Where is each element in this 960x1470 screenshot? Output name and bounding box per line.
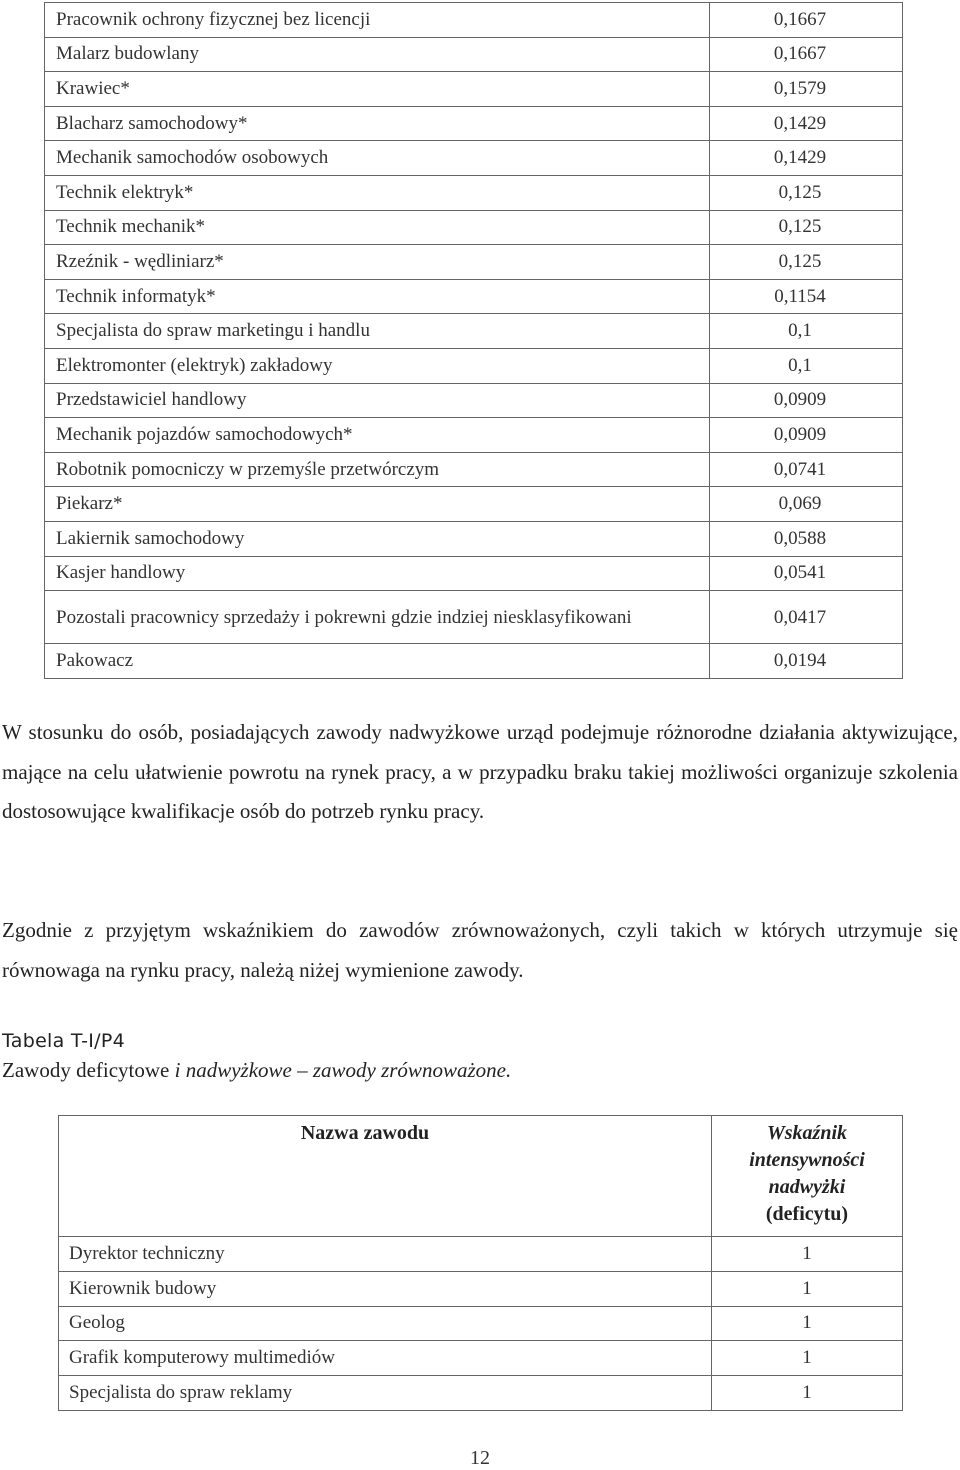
index-value-cell: 0,1 [710,348,903,383]
index-value-cell: 0,0741 [710,452,903,487]
header-index-line-3: nadwyżki [768,1176,846,1198]
page-number: 12 [470,1447,490,1469]
occupation-name-cell: Mechanik samochodów osobowych [45,141,710,176]
table-row [45,37,903,72]
table-row [45,521,903,556]
occupation-name-cell: Malarz budowlany [45,37,710,72]
table-row [59,1341,903,1376]
table-row [45,141,903,176]
index-value-cell: 0,0417 [710,591,903,644]
table-row [45,72,903,107]
occupation-name-cell: Technik informatyk* [45,279,710,314]
table-row [45,383,903,418]
table-row [45,644,903,679]
index-value-cell: 0,069 [710,487,903,522]
table-row [45,106,903,141]
table-row [45,3,903,38]
occupation-name-cell: Geolog [59,1306,712,1341]
index-value-cell: 0,125 [710,245,903,280]
occupation-name-cell: Pakowacz [45,644,710,679]
index-value-cell: 1 [712,1341,903,1376]
header-index-line-2: intensywności [749,1149,865,1171]
table-caption [2,1027,511,1085]
table-row [45,279,903,314]
header-index-line-4: (deficytu) [765,1203,849,1225]
table-row [45,175,903,210]
table-title-plain: Zawody deficytowe [2,1058,175,1082]
table-row [59,1376,903,1411]
table-row [45,418,903,453]
index-value-cell: 1 [712,1271,903,1306]
index-value-cell: 0,1667 [710,3,903,38]
column-header-index [712,1116,903,1237]
index-value-cell: 0,1 [710,314,903,349]
occupation-name-cell: Robotnik pomocniczy w przemyśle przetwórczym [45,452,710,487]
occupation-name-cell: Krawiec* [45,72,710,107]
occupation-name-cell: Technik mechanik* [45,210,710,245]
occupation-name-cell: Blacharz samochodowy* [45,106,710,141]
index-value-cell: 1 [712,1376,903,1411]
index-value-cell: 0,1579 [710,72,903,107]
index-value-cell: 0,1154 [710,279,903,314]
occupation-name-cell: Rzeźnik - wędliniarz* [45,245,710,280]
occupation-name-cell: Dyrektor techniczny [59,1237,712,1272]
index-value-cell: 0,0909 [710,418,903,453]
index-value-cell: 0,0194 [710,644,903,679]
occupation-name-cell: Specjalista do spraw reklamy [59,1376,712,1411]
table-row [45,348,903,383]
table-header-row [59,1116,903,1237]
index-value-cell: 0,125 [710,210,903,245]
table-row [45,556,903,591]
index-value-cell: 0,1429 [710,106,903,141]
index-value-cell: 0,1429 [710,141,903,176]
index-value-cell: 0,125 [710,175,903,210]
occupation-name-cell: Elektromonter (elektryk) zakładowy [45,348,710,383]
occupation-name-cell: Kierownik budowy [59,1271,712,1306]
occupation-name-cell: Specjalista do spraw marketingu i handlu [45,314,710,349]
occupation-name-cell: Pracownik ochrony fizycznej bez licencji [45,3,710,38]
occupations-table-balanced [58,1115,903,1411]
table-code: Tabela T-I/P4 [2,1030,125,1052]
occupation-name-cell: Technik elektryk* [45,175,710,210]
table-row [45,591,903,644]
table-row [45,487,903,522]
table-row [45,314,903,349]
table-row [59,1237,903,1272]
paragraph-surplus-activities: W stosunku do osób, posiadających zawody nadwyżkowe urząd podejmuje różnorodne działania aktywizujące, mające na celu ułatwienie powrotu na rynek pracy, a w przypadku braku takiej możliwości organizuje szkolenia dostosowujące kwalifikacje osób do potrzeb rynku pracy. [2,720,958,824]
index-value-cell: 1 [712,1237,903,1272]
table-row [45,210,903,245]
index-value-cell: 1 [712,1306,903,1341]
occupation-name-cell: Przedstawiciel handlowy [45,383,710,418]
occupation-name-cell: Piekarz* [45,487,710,522]
occupation-name-cell: Mechanik pojazdów samochodowych* [45,418,710,453]
table-title-italic: i nadwyżkowe – zawody zrównoważone. [174,1058,512,1082]
table-row [45,245,903,280]
occupation-name-cell: Pozostali pracownicy sprzedaży i pokrewni gdzie indziej niesklasyfikowani [45,591,710,644]
occupations-table-surplus [44,2,903,679]
table-row [45,452,903,487]
index-value-cell: 0,0909 [710,383,903,418]
occupation-name-cell: Grafik komputerowy multimediów [59,1341,712,1376]
index-value-cell: 0,1667 [710,37,903,72]
table-row [59,1271,903,1306]
index-value-cell: 0,0588 [710,521,903,556]
paragraph-balanced-occupations: Zgodnie z przyjętym wskaźnikiem do zawodów zrównoważonych, czyli takich w których utrzymuje się równowaga na rynku pracy, należą niżej wymienione zawody. [2,918,958,982]
index-value-cell: 0,0541 [710,556,903,591]
occupation-name-cell: Kasjer handlowy [45,556,710,591]
table-row [59,1306,903,1341]
table-title [2,1056,511,1085]
column-header-name: Nazwa zawodu [59,1116,712,1237]
occupation-name-cell: Lakiernik samochodowy [45,521,710,556]
header-index-line-1: Wskaźnik [766,1122,848,1144]
